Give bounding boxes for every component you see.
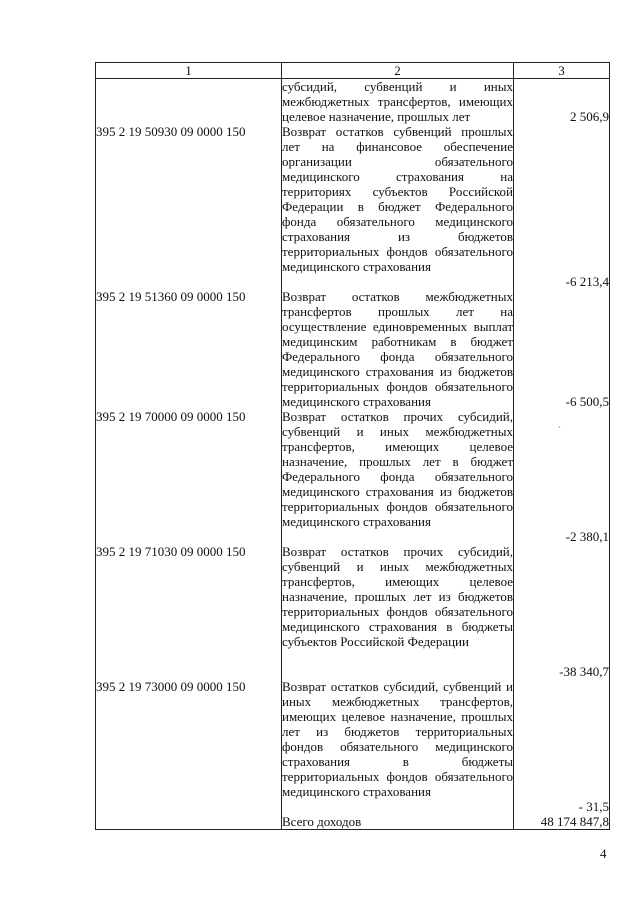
total-label: Всего доходов: [282, 814, 514, 830]
row-amount: -6 213,4: [514, 124, 610, 289]
row-code: 395 2 19 50930 09 0000 150: [96, 124, 282, 289]
table-row: [96, 679, 610, 814]
row-amount: - 31,5: [514, 679, 610, 814]
table-row: [96, 124, 610, 289]
table-row: [96, 409, 610, 544]
table-total-row: [96, 814, 610, 830]
column-header-code: 1: [96, 63, 282, 79]
stray-mark: `: [558, 425, 561, 435]
row-amount: 2 506,9: [514, 79, 610, 125]
row-code: [96, 79, 282, 125]
table-row: [96, 79, 610, 125]
row-description: Возврат остатков межбюджетных трансфертов прошлых лет на осуществление единовременных выплат медицинским работникам в бюджет Федерального фонда обязательного медицинского страхования из бюджетов территориальных фондов обязательного медицинского страхования: [282, 289, 513, 409]
column-header-description: 2: [282, 63, 514, 79]
row-amount: -6 500,5: [514, 289, 610, 409]
row-description: субсидий, субвенций и иных межбюджетных трансфертов, имеющих целевое назначение, прошлых лет: [282, 79, 513, 124]
row-code: 395 2 19 51360 09 0000 150: [96, 289, 282, 409]
row-amount: -2 380,1: [514, 409, 610, 544]
table-row: [96, 289, 610, 409]
row-code: 395 2 19 71030 09 0000 150: [96, 544, 282, 679]
column-header-amount: 3: [514, 63, 610, 79]
row-description: Возврат остатков субвенций прошлых лет на финансовое обеспечение организации обязательного медицинского страхования на территориях субъектов Российской Федерации в бюджет Федерального фонда обязательного медицинского страхования из бюджетов территориальных фондов обязательного медицинского страхования: [282, 124, 514, 289]
page-number: 4: [600, 846, 607, 861]
row-description: Возврат остатков прочих субсидий, субвенций и иных межбюджетных трансфертов, имеющих целевое назначение, прошлых лет в бюджет Федерального фонда обязательного медицинского страхования из бюджетов территориальных фондов обязательного медицинского страхования: [282, 409, 514, 544]
budget-table: [95, 62, 610, 830]
row-code: 395 2 19 70000 09 0000 150: [96, 409, 282, 544]
row-amount: -38 340,7: [514, 544, 610, 679]
row-code: 395 2 19 73000 09 0000 150: [96, 679, 282, 814]
table-row: [96, 544, 610, 679]
row-description: Возврат остатков прочих субсидий, субвенций и иных межбюджетных трансфертов, имеющих целевое назначение, прошлых лет из бюджетов территориальных фондов обязательного медицинского страхования в бюджеты субъектов Российской Федерации: [282, 544, 514, 679]
row-description: Возврат остатков субсидий, субвенций и иных межбюджетных трансфертов, имеющих целевое назначение, прошлых лет из бюджетов территориальных фондов обязательного медицинского страхования в бюджеты территориальных фондов обязательного медицинского страхования: [282, 679, 514, 814]
table-header-row: [96, 63, 610, 79]
total-code: [96, 814, 282, 830]
total-amount: 48 174 847,8: [514, 814, 610, 830]
